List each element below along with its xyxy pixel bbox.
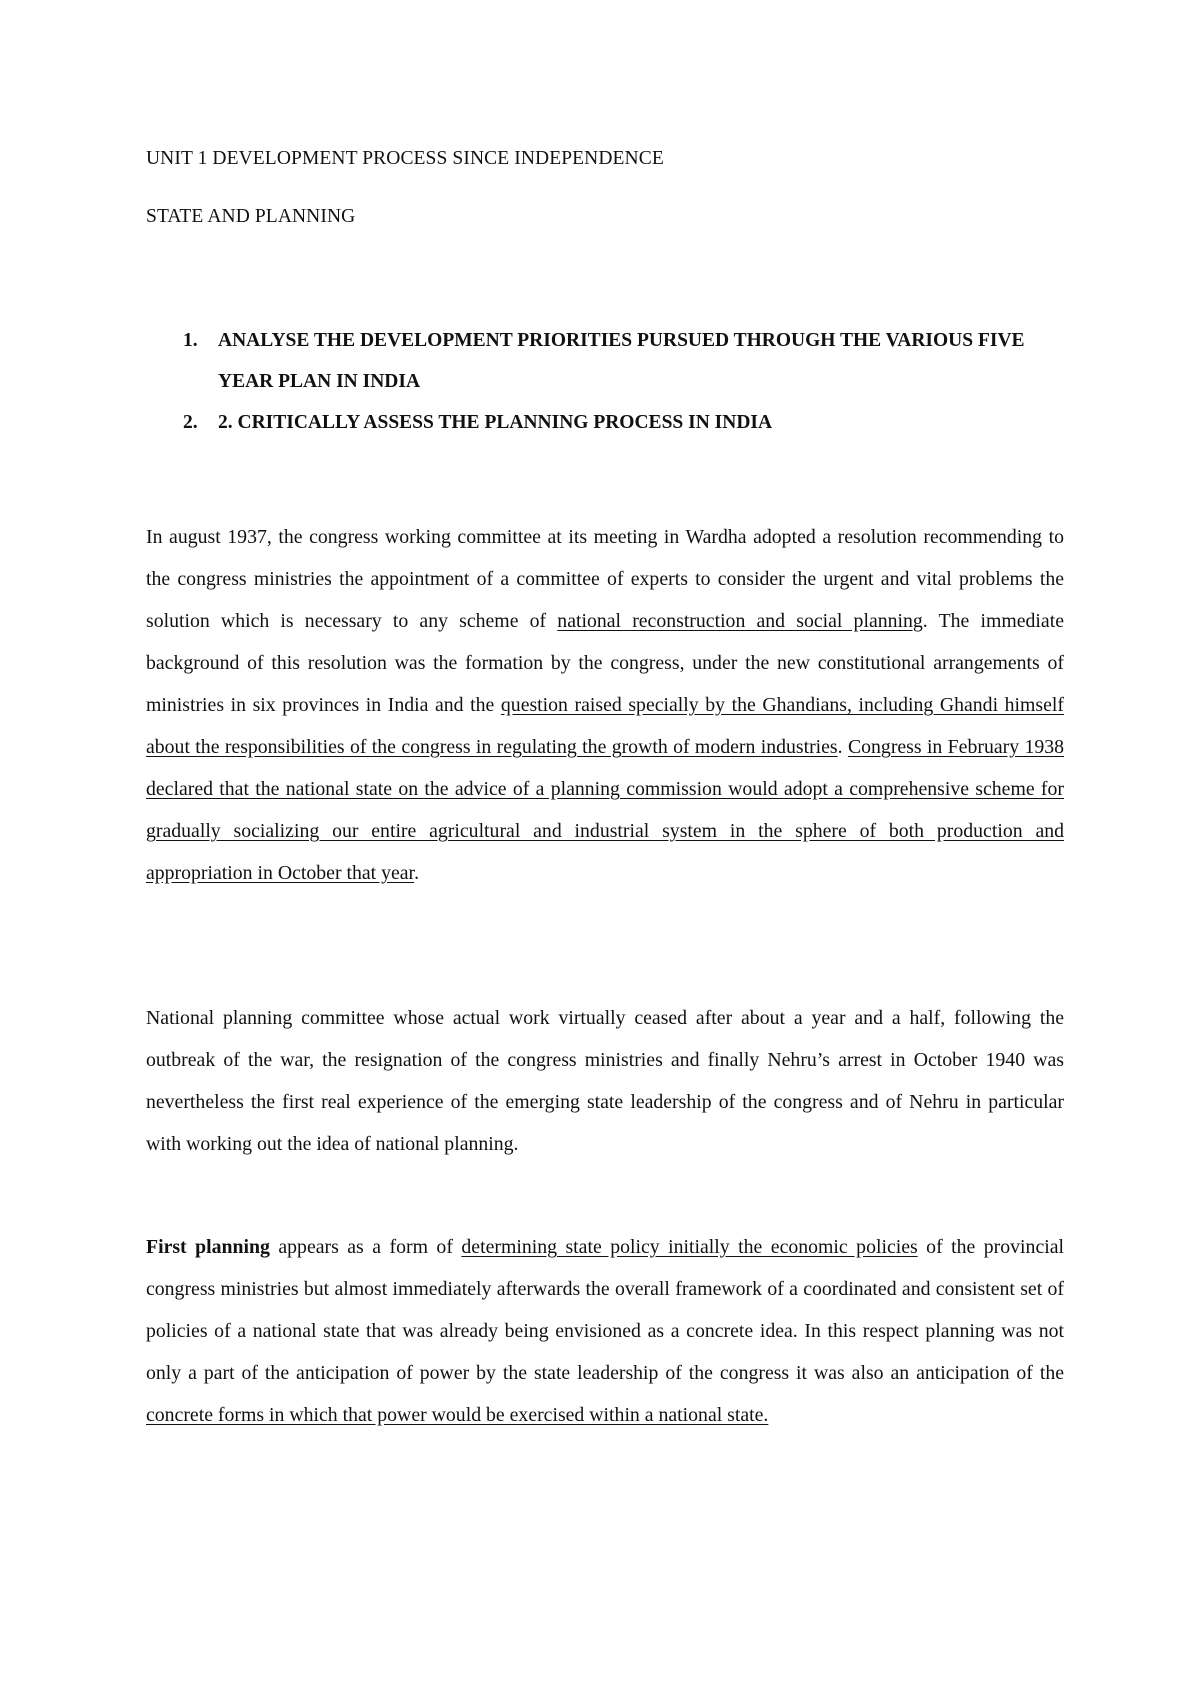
paragraph-wardha-resolution: [146, 516, 1064, 894]
list-item: [146, 402, 1076, 443]
section-title: STATE AND PLANNING: [146, 206, 356, 227]
text-run: appears as a form of: [269, 1236, 462, 1258]
list-item-number: 1.: [183, 330, 198, 351]
text-run: .: [414, 862, 420, 884]
unit-title: UNIT 1 DEVELOPMENT PROCESS SINCE INDEPENDENCE: [146, 148, 664, 169]
text-run: . The immediate background of this resolution was the formation by the congress, under the new constitutional arrangements of ministries in six provinces in India and the: [146, 610, 1064, 716]
text-run: In august 1937, the congress working committee at its meeting in Wardha adopted a resolution recommending to the congress ministries the appointment of a committee of experts to consider the urgent and vital problems the solution which is necessary to any scheme of: [146, 526, 1064, 632]
underlined-text: determining state policy initially the economic policies: [461, 1236, 918, 1258]
list-item: [146, 320, 1076, 402]
text-run: of the provincial congress ministries but almost immediately afterwards the overall framework of a coordinated and consistent set of policies of a national state that was already being envisioned as a concrete idea. In this respect planning was not only a part of the anticipation of power by the state leadership of the congress it was also an anticipation of the: [146, 1236, 1064, 1384]
underlined-text: national reconstruction and social planning: [557, 610, 923, 632]
bold-text: First planning: [146, 1236, 270, 1258]
paragraph-national-planning-committee: National planning committee whose actual work virtually ceased after about a year and a half, following the outbreak of the war, the resignation of the congress ministries and finally Nehru’s arrest in October 1940 was nevertheless the first real experience of the emerging state leadership of the congress and of Nehru in particular with working out the idea of national planning.: [146, 1007, 1064, 1155]
underlined-text: Congress in February 1938 declared that the national state on the advice of a planning commission would adopt a comprehensive scheme for gradually socializing our entire agricultural and industrial system in the sphere of both production and appropriation in October that year: [146, 736, 1065, 884]
paragraph-first-planning: [146, 1226, 1064, 1436]
list-item-text: 2. CRITICALLY ASSESS THE PLANNING PROCESS IN INDIA: [218, 412, 773, 433]
underlined-text: concrete forms in which that power would be exercised within a national state.: [146, 1404, 769, 1426]
underlined-text: question raised specially by the Ghandians, including Ghandi himself about the responsibilities of the congress in regulating the growth of modern industries: [146, 694, 1064, 758]
list-item-text: ANALYSE THE DEVELOPMENT PRIORITIES PURSUED THROUGH THE VARIOUS FIVE YEAR PLAN IN INDIA: [218, 330, 1025, 392]
list-item-number: 2.: [183, 412, 198, 433]
question-list: [146, 320, 1076, 443]
text-run: .: [837, 736, 848, 758]
